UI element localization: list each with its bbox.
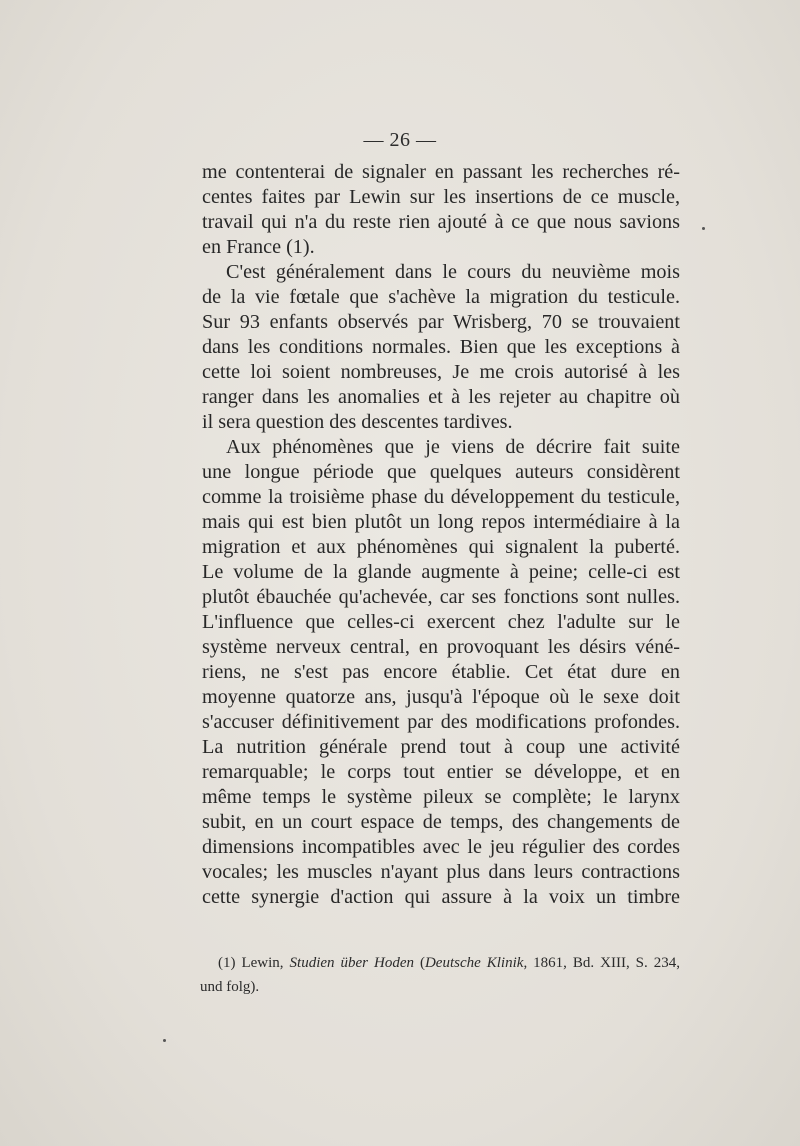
text-line: travail qui n'a du reste rien ajouté à ce que nous savions — [202, 211, 680, 233]
text-line: cette synergie d'action qui assure à la voix un timbre — [202, 886, 680, 908]
text-line: mais qui est bien plutôt un long repos intermédiaire à la — [202, 511, 680, 533]
text-line: s'accuser définitivement par des modifications profondes. — [202, 711, 680, 733]
footnote-line — [200, 951, 680, 975]
text-line: Sur 93 enfants observés par Wrisberg, 70 se trouvaient — [202, 311, 680, 333]
text-line: il sera question des descentes tardives. — [202, 411, 513, 433]
text-line: centes faites par Lewin sur les insertions de ce muscle, — [202, 186, 680, 208]
text-line: en France (1). — [202, 236, 315, 258]
text-line: plutôt ébauchée qu'achevée, car ses fonctions sont nulles. — [202, 586, 680, 608]
text-line: moyenne quatorze ans, jusqu'à l'époque où le sexe doit — [202, 686, 680, 708]
body-text — [202, 160, 680, 910]
text-line: vocales; les muscles n'ayant plus dans leurs contractions — [202, 861, 680, 883]
text-line: me contenterai de signaler en passant les recherches ré- — [202, 161, 680, 183]
text-line: ranger dans les anomalies et à les rejeter au chapitre où — [202, 386, 680, 408]
footnote-paren: ( — [419, 955, 425, 971]
text-line: même temps le système pileux se complète; le larynx — [202, 786, 680, 808]
text-line: dans les conditions normales. Bien que les exceptions à — [202, 336, 680, 358]
footnote — [200, 951, 680, 999]
footnote-details: , 1861, Bd. XIII, S. 234, — [523, 955, 681, 971]
text-line: riens, ne s'est pas encore établie. Cet état dure en — [202, 661, 680, 683]
footnote-line: und folg). — [200, 979, 260, 995]
text-line: système nerveux central, en provoquant les désirs véné- — [202, 636, 680, 658]
margin-speck — [702, 227, 705, 230]
page-number: — 26 — — [363, 129, 437, 151]
margin-speck — [163, 1039, 166, 1042]
text-line: C'est généralement dans le cours du neuvième mois — [226, 261, 680, 283]
text-line: comme la troisième phase du développement du testicule, — [202, 486, 680, 508]
text-line: migration et aux phénomènes qui signalent la puberté. — [202, 536, 680, 558]
text-line: dimensions incompatibles avec le jeu régulier des cordes — [202, 836, 680, 858]
footnote-source: Deutsche Klinik — [424, 955, 524, 971]
text-line: L'influence que celles-ci exercent chez l'adulte sur le — [202, 611, 680, 633]
text-line: une longue période que quelques auteurs considèrent — [202, 461, 680, 483]
footnote-title: Studien über Hoden — [289, 955, 414, 971]
text-line: cette loi soient nombreuses, Je me crois autorisé à les — [202, 361, 680, 383]
text-line: remarquable; le corps tout entier se développe, et en — [202, 761, 680, 783]
text-line: subit, en un court espace de temps, des changements de — [202, 811, 680, 833]
footnote-marker: (1) Lewin, — [218, 955, 284, 971]
text-line: La nutrition générale prend tout à coup une activité — [202, 736, 680, 758]
text-line: Le volume de la glande augmente à peine; celle-ci est — [202, 561, 680, 583]
text-line: Aux phénomènes que je viens de décrire fait suite — [226, 436, 680, 458]
text-line: de la vie fœtale que s'achève la migration du testicule. — [202, 286, 680, 308]
